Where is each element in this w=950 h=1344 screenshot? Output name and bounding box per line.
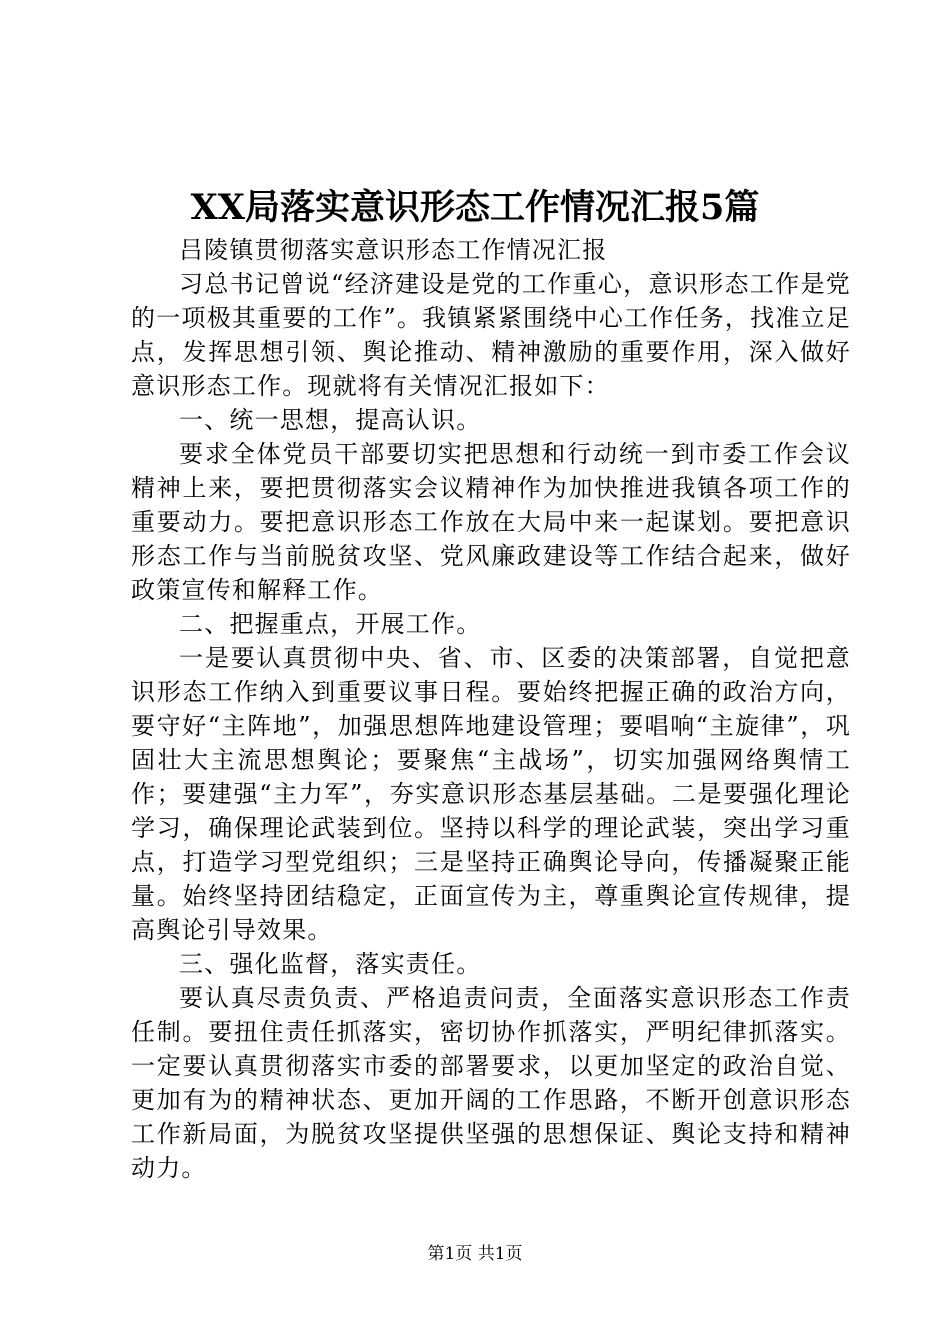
document-body <box>131 233 851 1185</box>
section-paragraph-2: 一是要认真贯彻中央、省、市、区委的决策部署，自觉把意识形态工作纳入到重要议事日程。要始终把握正确的政治方向，要守好“主阵地”，加强思想阵地建设管理；要唱响“主旋律”，巩固壮大主流思想舆论；要聚焦“主战场”，切实加强网络舆情工作；要建强“主力军”，夯实意识形态基层基础。二是要强化理论学习，确保理论武装到位。坚持以科学的理论武装，突出学习重点，打造学习型党组织；三是坚持正确舆论导向，传播凝聚正能量。始终坚持团结稳定，正面宣传为主，尊重舆论宣传规律，提高舆论引导效果。 <box>131 644 851 944</box>
report-subtitle: 吕陵镇贯彻落实意识形态工作情况汇报 <box>179 236 608 264</box>
document-title: XX局落实意识形态工作情况汇报5篇 <box>190 187 760 228</box>
page-number-footer: 第1页 共1页 <box>427 1244 523 1264</box>
section-heading-1: 一、统一思想，提高认识。 <box>179 406 482 434</box>
intro-paragraph: 习总书记曾说“经济建设是党的工作重心，意识形态工作是党的一项极其重要的工作”。我镇紧紧围绕中心工作任务，找准立足点，发挥思想引领、舆论推动、精神激励的重要作用，深入做好意识形态工作。现就将有关情况汇报如下： <box>131 270 851 400</box>
section-paragraph-3: 要认真尽责负责、严格追责问责，全面落实意识形态工作责任制。要扭住责任抓落实，密切协作抓落实，严明纪律抓落实。一定要认真贯彻落实市委的部署要求，以更加坚定的政治自觉、更加有为的精神状态、更加开阔的工作思路，不断开创意识形态工作新局面，为脱贫攻坚提供坚强的思想保证、舆论支持和精神动力。 <box>131 984 851 1182</box>
section-heading-2: 二、把握重点，开展工作。 <box>179 610 482 638</box>
section-heading-3: 三、强化监督，落实责任。 <box>179 950 482 978</box>
section-paragraph-1: 要求全体党员干部要切实把思想和行动统一到市委工作会议精神上来，要把贯彻落实会议精神作为加快推进我镇各项工作的重要动力。要把意识形态工作放在大局中来一起谋划。要把意识形态工作与当前脱贫攻坚、党风廉政建设等工作结合起来，做好政策宣传和解释工作。 <box>131 440 851 604</box>
